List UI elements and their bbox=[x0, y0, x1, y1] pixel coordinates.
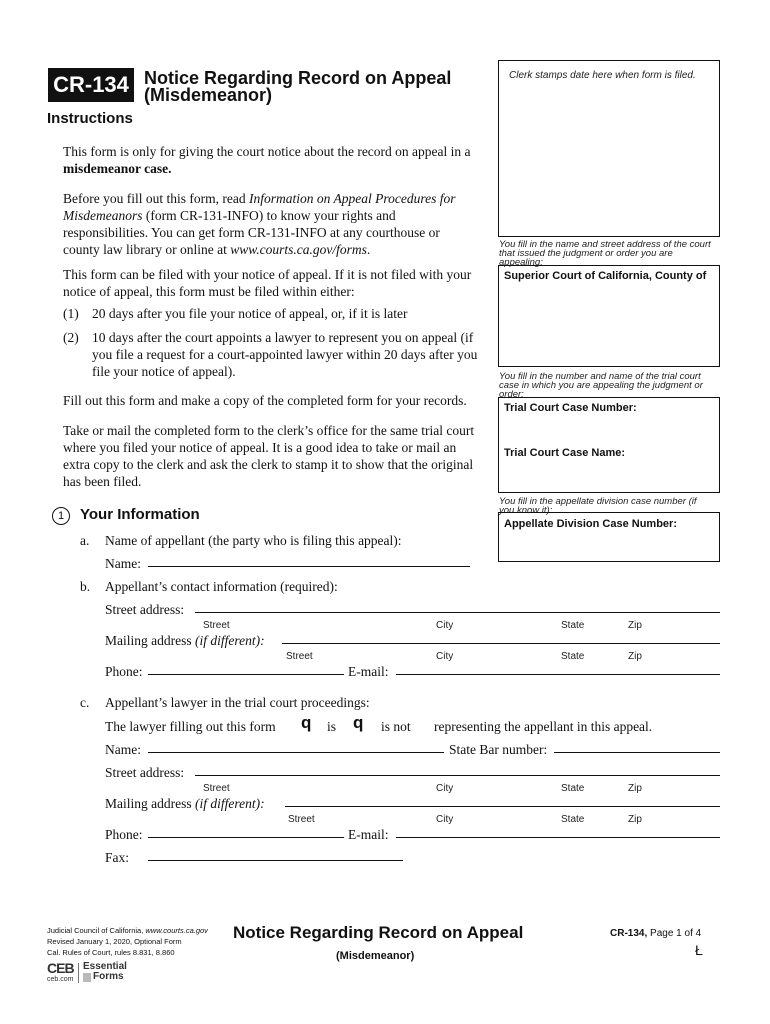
street-address-label: Street address: bbox=[105, 602, 185, 617]
state-bar-input[interactable] bbox=[554, 752, 720, 753]
sub-city: City bbox=[436, 783, 454, 794]
email-label: E-mail: bbox=[348, 664, 389, 679]
sub-zip: Zip bbox=[628, 814, 642, 825]
sub-zip: Zip bbox=[628, 651, 642, 662]
mailing-address-input[interactable] bbox=[282, 643, 720, 644]
lawyer-name-label: Name: bbox=[105, 742, 141, 757]
instructions-heading: Instructions bbox=[47, 110, 133, 127]
court-box-hint: You fill in the name and street address of the court that issued the judgment or order you are appealing: bbox=[499, 239, 711, 268]
sub-zip: Zip bbox=[628, 620, 642, 631]
form-code-badge: CR-134 bbox=[48, 68, 134, 102]
appellant-name-input[interactable] bbox=[148, 566, 470, 567]
sub-city: City bbox=[436, 620, 454, 631]
instructions-item-1: (1) 20 days after you file your notice of appeal, or, if it is later bbox=[63, 306, 408, 321]
clerk-stamp-box bbox=[498, 60, 720, 237]
item-c-letter: c. bbox=[80, 695, 90, 710]
phone-label: Phone: bbox=[105, 664, 143, 679]
section-number-badge: 1 bbox=[52, 507, 70, 525]
lawyer-phone-label: Phone: bbox=[105, 827, 143, 842]
lawyer-email-input[interactable] bbox=[396, 837, 720, 838]
sub-state: State bbox=[561, 651, 585, 662]
representing-text: representing the appellant in this appeal. bbox=[434, 719, 653, 734]
sub-street: Street bbox=[203, 783, 230, 794]
sub-city: City bbox=[436, 814, 454, 825]
lawyer-filling-text: The lawyer filling out this form bbox=[105, 719, 276, 734]
email-input[interactable] bbox=[396, 674, 720, 675]
street-address-input[interactable] bbox=[195, 612, 720, 613]
appellate-case-label: Appellate Division Case Number: bbox=[504, 518, 677, 530]
lawyer-email-label: E-mail: bbox=[348, 827, 389, 842]
sub-street: Street bbox=[288, 814, 315, 825]
instructions-paragraph-4: Fill out this form and make a copy of the completed form for your records. bbox=[63, 393, 467, 408]
state-bar-label: State Bar number: bbox=[449, 742, 548, 757]
item-c-text: Appellant’s lawyer in the trial court proceedings: bbox=[105, 695, 370, 710]
footer-publisher: Judicial Council of California, www.courts.ca.gov Revised January 1, 2020, Optional Form Cal. Rules of Court, rules 8.831, 8.860 bbox=[47, 926, 208, 957]
lawyer-street-label: Street address: bbox=[105, 765, 185, 780]
footer-title: Notice Regarding Record on Appeal bbox=[233, 923, 524, 942]
appellant-name-label: Name: bbox=[105, 556, 141, 571]
lawyer-mailing-input[interactable] bbox=[285, 806, 720, 807]
sub-street: Street bbox=[286, 651, 313, 662]
sub-state: State bbox=[561, 783, 585, 794]
footer-page-number: CR-134, Page 1 of 4 bbox=[610, 928, 702, 939]
lawyer-street-input[interactable] bbox=[195, 775, 720, 776]
lawyer-phone-input[interactable] bbox=[148, 837, 344, 838]
appellate-case-field[interactable] bbox=[498, 512, 720, 562]
instructions-paragraph-2: Before you fill out this form, read Information on Appeal Procedures for Misdemeanors (form CR-131-INFO) to know your rights and responsibilities. You can get form CR-131-INFO at any courthouse or county law library or online at www.courts.ca.gov/forms. bbox=[63, 191, 456, 257]
clerk-stamp-label: Clerk stamps date here when form is filed. bbox=[509, 70, 696, 81]
instructions-paragraph-3: This form can be filed with your notice of appeal. If it is not filed with your notice of appeal, this form must be filed within either: bbox=[63, 267, 472, 299]
trial-case-field[interactable] bbox=[498, 397, 720, 493]
fax-input[interactable] bbox=[148, 860, 403, 861]
trial-case-name-label: Trial Court Case Name: bbox=[504, 447, 626, 459]
phone-input[interactable] bbox=[148, 674, 344, 675]
is-checkbox[interactable]: q bbox=[301, 713, 312, 732]
case-box-hint: You fill in the number and name of the trial court case in which you are appealing the judgment or order: bbox=[499, 371, 703, 400]
item-a-letter: a. bbox=[80, 533, 90, 548]
sub-zip: Zip bbox=[628, 783, 642, 794]
sub-state: State bbox=[561, 814, 585, 825]
sub-city: City bbox=[436, 651, 454, 662]
form-subtitle: (Misdemeanor) bbox=[144, 85, 273, 105]
instructions-paragraph-5: Take or mail the completed form to the clerk’s office for the same trial court where you filed your notice of appeal. It is a good idea to take or mail an extra copy to the clerk and ask the clerk to stamp it to show that the original has been filed. bbox=[63, 423, 475, 489]
court-name-label: Superior Court of California, County of bbox=[504, 270, 707, 282]
appellate-box-hint: You fill in the appellate division case number (if you know it): bbox=[499, 496, 697, 516]
fax-label: Fax: bbox=[105, 850, 130, 865]
footer-subtitle: (Misdemeanor) bbox=[336, 950, 415, 962]
sub-street: Street bbox=[203, 620, 230, 631]
is-not-label: is not bbox=[381, 719, 411, 734]
mailing-address-label: Mailing address (if different): bbox=[105, 633, 265, 648]
item-a-text: Name of appellant (the party who is filing this appeal): bbox=[105, 533, 402, 548]
court-name-field[interactable] bbox=[498, 265, 720, 367]
trial-case-number-label: Trial Court Case Number: bbox=[504, 402, 637, 414]
item-b-text: Appellant’s contact information (required): bbox=[105, 579, 338, 594]
ceb-logo: CEB ceb.com Essential Forms bbox=[47, 960, 127, 983]
lawyer-name-input[interactable] bbox=[148, 752, 444, 753]
lawyer-mailing-label: Mailing address (if different): bbox=[105, 796, 265, 811]
instructions-item-2: (2) 10 days after the court appoints a lawyer to represent you on appeal (if you file a request for a court-appointed lawyer within 20 days after you file your notice of appeal). bbox=[63, 330, 478, 379]
is-not-checkbox[interactable]: q bbox=[353, 713, 364, 732]
footer-mark: Ł bbox=[695, 942, 703, 958]
instructions-paragraph-1: This form is only for giving the court notice about the record on appeal in a misdemeanor case. bbox=[63, 144, 471, 176]
form-title: Notice Regarding Record on Appeal bbox=[144, 68, 452, 88]
section-heading: Your Information bbox=[80, 506, 200, 523]
is-label: is bbox=[327, 719, 337, 734]
sub-state: State bbox=[561, 620, 585, 631]
item-b-letter: b. bbox=[80, 579, 91, 594]
